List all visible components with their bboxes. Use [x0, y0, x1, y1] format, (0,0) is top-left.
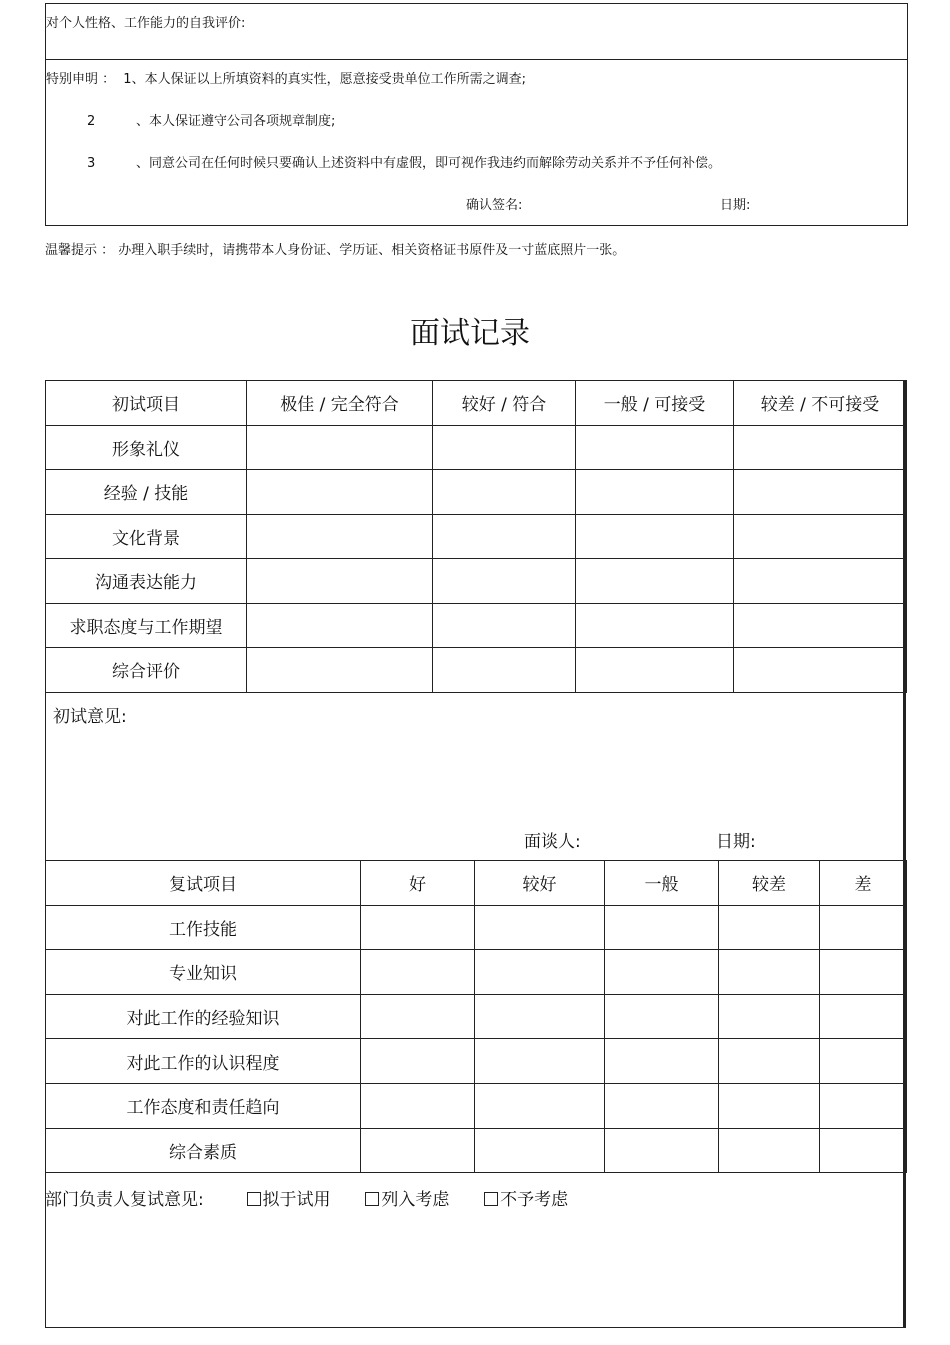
rating-cell[interactable]: [433, 514, 576, 559]
row-label: 综合素质: [46, 1128, 361, 1173]
option-trial-checkbox[interactable]: [247, 1190, 331, 1210]
row-label: 沟通表达能力: [46, 559, 247, 604]
first-opinion-input[interactable]: [60, 730, 890, 825]
header-cell: 一般 / 可接受: [576, 381, 734, 426]
rating-cell[interactable]: [820, 1083, 907, 1128]
declaration-item-3-text: 、同意公司在任何时候只要确认上述资料中有虚假，即可视作我违约而解除劳动关系并不予任何补偿。: [136, 156, 722, 171]
option-label: 列入考虑: [381, 1190, 450, 1210]
declaration-item-1-num: 1: [123, 72, 132, 87]
header-cell: 较好 / 符合: [433, 381, 576, 426]
rating-cell[interactable]: [605, 1128, 719, 1173]
page-title: 面试记录: [410, 316, 530, 351]
rating-cell[interactable]: [361, 905, 475, 950]
row-label: 综合评价: [46, 648, 247, 693]
table-row: [46, 648, 907, 693]
rating-cell[interactable]: [719, 950, 820, 995]
department-opinion-row: [45, 1185, 568, 1210]
declaration-date-label: 日期:: [720, 198, 751, 213]
first-date-label: 日期:: [716, 832, 756, 852]
declaration-line-1: [46, 72, 526, 88]
row-label: 专业知识: [46, 950, 361, 995]
second-interview-table: [45, 860, 907, 1173]
rating-cell[interactable]: [361, 1083, 475, 1128]
rating-cell[interactable]: [475, 1039, 605, 1084]
rating-cell[interactable]: [433, 559, 576, 604]
rating-cell[interactable]: [576, 603, 734, 648]
first-interview-table: [45, 380, 907, 693]
table-row: [46, 514, 907, 559]
header-cell: 复试项目: [46, 861, 361, 906]
header-cell: 好: [361, 861, 475, 906]
rating-cell[interactable]: [475, 1083, 605, 1128]
rating-cell[interactable]: [247, 514, 433, 559]
rating-cell[interactable]: [433, 603, 576, 648]
row-label: 对此工作的经验知识: [46, 994, 361, 1039]
rating-cell[interactable]: [734, 648, 907, 693]
rating-cell[interactable]: [734, 559, 907, 604]
reminder-text: 温馨提示 ： 办理入职手续时，请携带本人身份证、学历证、相关资格证书原件及一寸蓝底照片一张。: [45, 243, 626, 258]
row-label: 经验 / 技能: [46, 470, 247, 515]
row-label: 对此工作的认识程度: [46, 1039, 361, 1084]
rating-cell[interactable]: [247, 470, 433, 515]
table-row: [46, 603, 907, 648]
rating-cell[interactable]: [734, 470, 907, 515]
header-cell: 较好: [475, 861, 605, 906]
row-label: 工作技能: [46, 905, 361, 950]
rating-cell[interactable]: [719, 1083, 820, 1128]
table-row: [46, 950, 907, 995]
table-row: [46, 1039, 907, 1084]
option-label: 拟于试用: [262, 1190, 331, 1210]
row-label: 求职态度与工作期望: [46, 603, 247, 648]
declaration-item-3-num: 3: [87, 156, 96, 171]
option-label: 不予考虑: [500, 1190, 569, 1210]
signature-label: 确认签名:: [466, 198, 523, 213]
rating-cell[interactable]: [576, 425, 734, 470]
department-opinion-input[interactable]: [60, 1215, 890, 1315]
self-evaluation-label: 对个人性格、工作能力的自我评价:: [46, 16, 246, 31]
rating-cell[interactable]: [247, 559, 433, 604]
rating-cell[interactable]: [820, 905, 907, 950]
rating-cell[interactable]: [247, 648, 433, 693]
table-row: [46, 994, 907, 1039]
rating-cell[interactable]: [361, 994, 475, 1039]
rating-cell[interactable]: [576, 559, 734, 604]
rating-cell[interactable]: [433, 470, 576, 515]
rating-cell[interactable]: [475, 994, 605, 1039]
header-cell: 差: [820, 861, 907, 906]
rating-cell[interactable]: [820, 994, 907, 1039]
rating-cell[interactable]: [719, 1039, 820, 1084]
rating-cell[interactable]: [734, 514, 907, 559]
rating-cell[interactable]: [475, 950, 605, 995]
first-opinion-label: 初试意见:: [53, 707, 127, 727]
divider: [45, 59, 908, 60]
checkbox-icon: [484, 1192, 498, 1206]
table-row: [46, 425, 907, 470]
rating-cell[interactable]: [576, 514, 734, 559]
rating-cell[interactable]: [820, 1039, 907, 1084]
row-label: 工作态度和责任趋向: [46, 1083, 361, 1128]
rating-cell[interactable]: [734, 603, 907, 648]
rating-cell[interactable]: [605, 905, 719, 950]
department-opinion-label: 部门负责人复试意见:: [45, 1190, 204, 1210]
table-row: [46, 559, 907, 604]
rating-cell[interactable]: [605, 1083, 719, 1128]
rating-cell[interactable]: [475, 905, 605, 950]
row-label: 文化背景: [46, 514, 247, 559]
checkbox-icon: [247, 1192, 261, 1206]
rating-cell[interactable]: [361, 1128, 475, 1173]
declaration-item-2-text: 、本人保证遵守公司各项规章制度;: [136, 114, 336, 129]
rating-cell[interactable]: [719, 1128, 820, 1173]
table-row: [46, 1128, 907, 1173]
declaration-item-2-num: 2: [87, 114, 96, 129]
rating-cell[interactable]: [247, 425, 433, 470]
rating-cell[interactable]: [433, 425, 576, 470]
rating-cell[interactable]: [719, 905, 820, 950]
rating-cell[interactable]: [734, 425, 907, 470]
declaration-item-1-text: 、本人保证以上所填资料的真实性，愿意接受贵单位工作所需之调查;: [131, 72, 526, 87]
table-row: [46, 905, 907, 950]
rating-cell[interactable]: [475, 1128, 605, 1173]
table-row: [46, 1083, 907, 1128]
table-header-row: [46, 381, 907, 426]
rating-cell[interactable]: [433, 648, 576, 693]
row-label: 形象礼仪: [46, 425, 247, 470]
rating-cell[interactable]: [361, 950, 475, 995]
rating-cell[interactable]: [719, 994, 820, 1039]
header-cell: 较差 / 不可接受: [734, 381, 907, 426]
rating-cell[interactable]: [576, 470, 734, 515]
option-consider-checkbox[interactable]: [365, 1190, 449, 1210]
rating-cell[interactable]: [247, 603, 433, 648]
declaration-prefix: 特别申明 ：: [46, 72, 116, 87]
rating-cell[interactable]: [576, 648, 734, 693]
table-row: [46, 470, 907, 515]
option-reject-checkbox[interactable]: [484, 1190, 568, 1210]
rating-cell[interactable]: [605, 950, 719, 995]
rating-cell[interactable]: [361, 1039, 475, 1084]
header-cell: 较差: [719, 861, 820, 906]
interviewer-label: 面谈人:: [524, 832, 581, 852]
header-cell: 一般: [605, 861, 719, 906]
rating-cell[interactable]: [605, 1039, 719, 1084]
rating-cell[interactable]: [605, 994, 719, 1039]
rating-cell[interactable]: [820, 1128, 907, 1173]
table-header-row: [46, 861, 907, 906]
header-cell: 初试项目: [46, 381, 247, 426]
rating-cell[interactable]: [820, 950, 907, 995]
checkbox-icon: [365, 1192, 379, 1206]
header-cell: 极佳 / 完全符合: [247, 381, 433, 426]
